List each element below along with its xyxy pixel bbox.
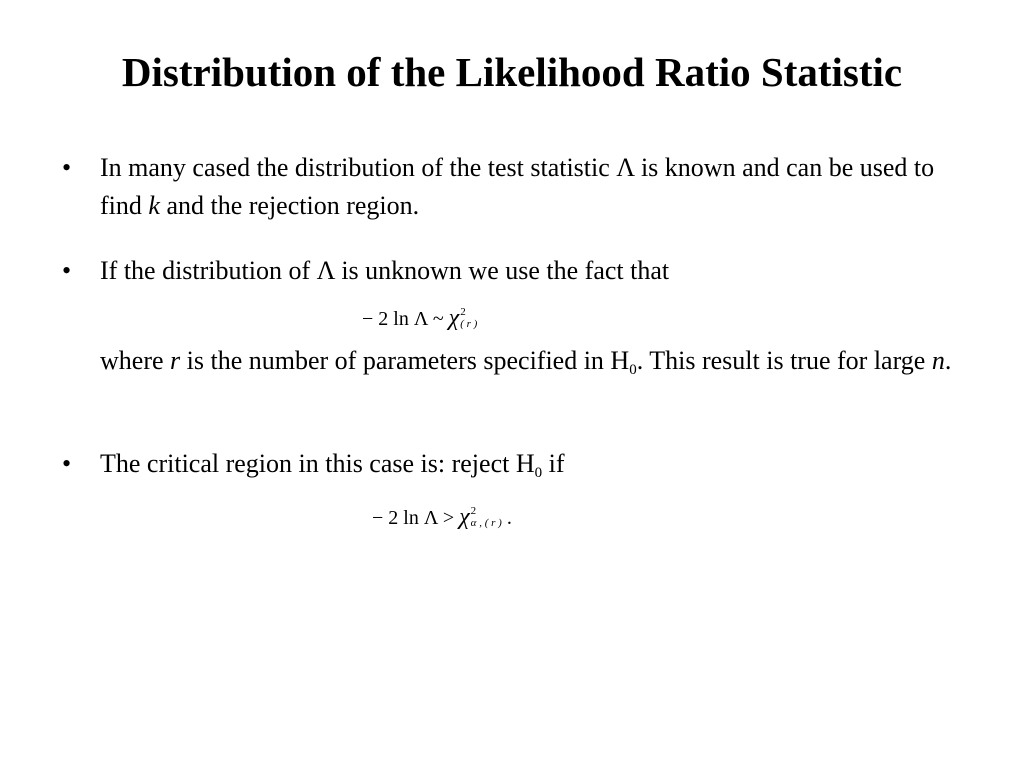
formula-chi-square-distribution	[362, 306, 477, 332]
subscript-zero: 0	[629, 362, 637, 378]
continuation-part: where	[100, 346, 171, 375]
formula-scripts	[471, 505, 502, 529]
bullet-item	[62, 445, 962, 483]
chi-symbol: χ	[448, 305, 460, 331]
slide-title: Distribution of the Likelihood Ratio Statistic	[121, 49, 903, 95]
chi-symbol: χ	[459, 504, 470, 530]
bullet-text	[100, 445, 962, 483]
formula-critical-region	[372, 505, 512, 531]
formula-superscript: 2	[470, 505, 477, 518]
formula-trailing: .	[501, 507, 512, 529]
formula-lhs: − 2 ln Λ ~	[362, 308, 444, 330]
continuation-part: .	[944, 346, 952, 375]
bullet-marker: •	[62, 449, 72, 478]
formula-subscript: α , ( r )	[470, 517, 502, 530]
italic-r: r	[170, 346, 181, 375]
continuation-part: is the number of parameters specified in H	[180, 346, 630, 375]
continuation-part: . This result is true for large	[636, 346, 932, 375]
subscript-zero: 0	[534, 465, 543, 481]
bullet-text	[100, 149, 962, 225]
bullet-marker: •	[62, 153, 72, 182]
formula-subscript: ( r )	[460, 318, 478, 331]
formula-superscript: 2	[460, 306, 466, 319]
bullet-text-part: if	[542, 449, 565, 478]
bullet-continuation	[100, 342, 960, 380]
bullet-item	[62, 252, 962, 290]
bullet-italic-k: k	[148, 191, 160, 220]
formula-scripts	[460, 306, 477, 330]
bullet-text-part: The critical region in this case is: reject H	[100, 449, 535, 478]
bullet-item	[62, 149, 962, 225]
formula-lhs: − 2 ln Λ >	[372, 507, 455, 529]
bullet-text: If the distribution of Λ is unknown we use the fact that	[100, 256, 670, 285]
bullet-marker: •	[62, 256, 72, 285]
italic-n: n	[931, 346, 945, 375]
bullet-text-part: In many cased the distribution of the test statistic Λ is known and can be used to find	[100, 153, 935, 220]
bullet-text-part: and the rejection region.	[159, 191, 420, 220]
